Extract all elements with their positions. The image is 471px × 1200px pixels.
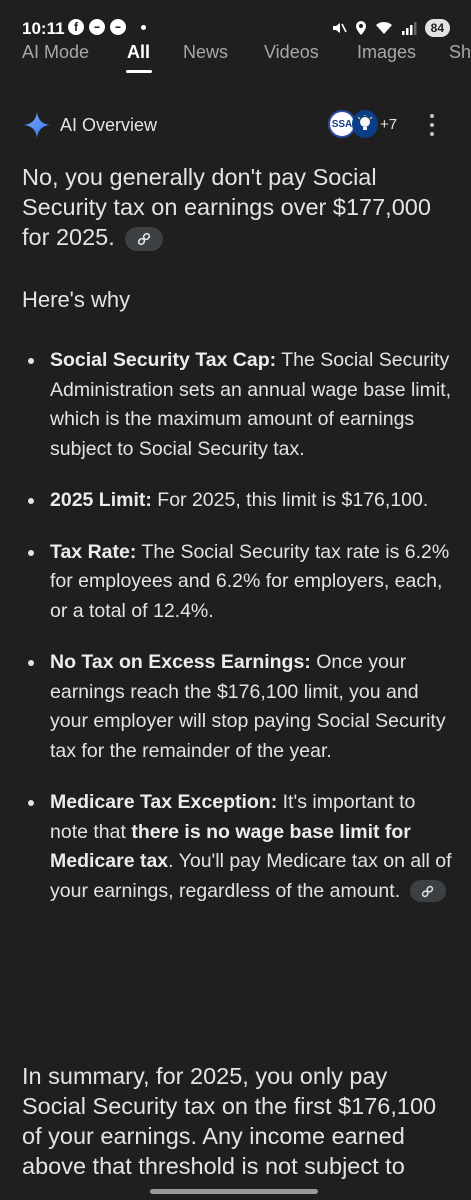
bullet-emphasis: there is no wage base limit for Medicare tax (50, 820, 411, 872)
list-item (22, 346, 452, 464)
ai-overview-header (0, 104, 468, 144)
location-icon (355, 20, 367, 36)
bullet-text: The Social Security Administration sets an annual wage base limit, which is the maximum amount of earnings subject to Social Security tax. (50, 349, 452, 460)
ai-answer-intro (22, 162, 452, 252)
tab-ai-mode[interactable]: AI Mode (22, 42, 90, 62)
news-icon: ▬ (89, 19, 105, 35)
tab-news[interactable]: News (183, 42, 229, 62)
news-icon: ▬ (110, 19, 126, 35)
list-item (22, 538, 452, 627)
wifi-icon (375, 21, 393, 35)
notification-icons (68, 19, 146, 35)
link-icon (421, 885, 434, 898)
citation-link-button[interactable] (410, 880, 446, 902)
active-tab-indicator (126, 70, 152, 73)
source-count[interactable]: +7 (380, 116, 398, 133)
system-icons (331, 19, 450, 37)
bullet-text: . You'll pay Medicare tax on all of your earnings, regardless of the amount. (50, 850, 452, 902)
tab-shopping[interactable]: Sh (449, 42, 471, 62)
bullet-text: Once your earnings reach the $176,100 limit, you and your employer will stop paying Social Security tax for the remainder of the year. (50, 651, 446, 762)
source-logo-lightbulb[interactable] (352, 110, 378, 138)
list-item (22, 486, 452, 516)
more-options-icon[interactable] (426, 112, 438, 138)
bullet-text: The Social Security tax rate is 6.2% for employees and 6.2% for employers, each, or a total of 12.4%. (50, 540, 450, 622)
sparkle-icon (24, 112, 50, 138)
search-tabs (0, 40, 471, 76)
section-heading: Here's why (22, 287, 131, 312)
bullet-heading: Social Security Tax Cap: (50, 349, 277, 371)
status-time: 10:11 (22, 19, 65, 38)
link-icon (137, 232, 151, 246)
more-notifications-dot (141, 25, 146, 30)
ai-overview-title: AI Overview (60, 115, 158, 135)
bullet-list (22, 346, 452, 928)
gesture-home-bar[interactable] (150, 1189, 318, 1194)
list-item (22, 648, 452, 766)
list-item (22, 788, 452, 906)
bullet-text: It's important to note that (50, 791, 416, 843)
facebook-icon: f (68, 19, 84, 35)
battery-level: 84 (425, 19, 450, 37)
tab-all[interactable]: All (127, 42, 151, 62)
bullet-heading: Medicare Tax Exception: (50, 791, 278, 813)
status-bar (0, 0, 468, 40)
signal-icon (401, 21, 417, 35)
bullet-heading: No Tax on Excess Earnings: (50, 651, 311, 673)
mute-icon (331, 20, 347, 36)
intro-text: No, you generally don't pay Social Security tax on earnings over $177,000 for 2025. (22, 164, 431, 250)
citation-link-button[interactable] (125, 227, 163, 251)
lightbulb-icon (357, 115, 373, 133)
tab-videos[interactable]: Videos (264, 42, 319, 62)
tab-images[interactable]: Images (357, 42, 417, 62)
bullet-text: For 2025, this limit is $176,100. (157, 489, 429, 511)
source-logo-text: SSA (331, 118, 353, 130)
bullet-heading: Tax Rate: (50, 540, 137, 563)
ai-answer-summary: In summary, for 2025, you only pay Social Security tax on the first $176,100 of your earnings. Any income earned above that threshold is not subject to (22, 1063, 437, 1179)
bullet-heading: 2025 Limit: (50, 489, 152, 511)
